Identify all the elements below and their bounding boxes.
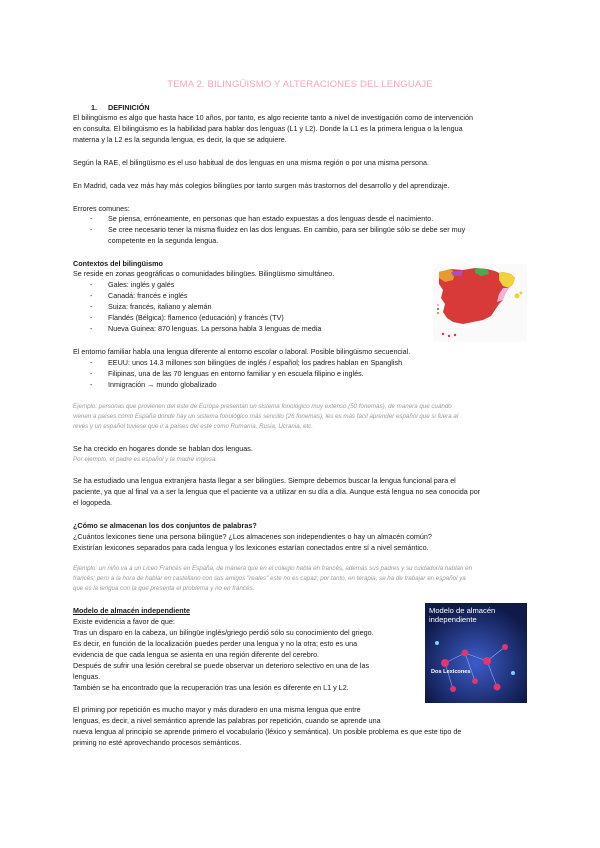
- rae-paragraph: Según la RAE, el bilingüismo es el uso habitual de dos lenguas en una misma región o por una misma persona.: [73, 158, 429, 167]
- error-item: competente en la segunda lengua.: [108, 236, 219, 245]
- section-number: 1.: [91, 103, 97, 112]
- home-paragraph: Se ha crecido en hogares donde se hablan dos lenguas.: [73, 444, 253, 453]
- definition-line: en consulta. El bilingüismo es la habilidad para hablar dos lenguas (L1 y L2). Donde la L1 es la primera lengua o la lengua: [73, 124, 463, 133]
- bullet-dash: -: [90, 302, 93, 311]
- lexicon-node: [483, 657, 491, 665]
- lexicon-node: [435, 641, 439, 645]
- contexts-heading: Contextos del bilingüismo: [73, 259, 163, 268]
- priming-line: El priming por repetición es mucho mayor y más duradero en una misma lengua que entre: [73, 705, 361, 714]
- foreign-line: Se ha estudiado una lengua extranjera hasta llegar a ser bilingües. Siempre debemos buscar la lengua funcional para el: [73, 476, 456, 485]
- legend-swatch: [437, 308, 439, 310]
- bullet-dash: -: [90, 291, 93, 300]
- spain-languages-map: [433, 264, 527, 342]
- error-item: Se cree necesario tener la misma fluidez en las dos lenguas. En cambio, para ser bilingüe sólo se debe ser muy: [108, 225, 466, 234]
- family-intro: El entorno familiar habla una lengua diferente al entorno escolar o laboral. Posible bilingüismo secuencial.: [73, 347, 411, 356]
- model-line: Después de sufrir una lesión cerebral se puede observar un deterioro selectivo en una de las: [73, 661, 370, 670]
- lexicon-node: [462, 650, 469, 657]
- storage-question: ¿Cuántos lexicones tiene una persona bilingüe? ¿Los almacenes son independientes o hay un almacén común?: [73, 532, 432, 541]
- figure-title-line: independiente: [429, 615, 477, 624]
- bullet-dash: -: [90, 358, 93, 367]
- example-text: francés; pero a la hora de hablar en castellano con sus amigos "reales" este no es capaz; por tanto, en terapia, se ha de trabajar en español ya: [73, 575, 466, 582]
- independent-store-figure: [425, 603, 527, 703]
- storage-answer: Existirían lexicones separados para cada lengua y los lexicones estarían conectados entre sí a nivel semántico.: [73, 543, 429, 552]
- lexicon-node: [494, 684, 501, 691]
- errors-label: Errores comunes:: [73, 204, 130, 213]
- figure-label: Dos Lexicones: [431, 669, 471, 675]
- balearic-islands: [520, 292, 523, 295]
- model-heading: Modelo de almacén independiente: [73, 606, 191, 615]
- page-title: TEMA 2. BILINGÜISMO Y ALTERACIONES DEL LENGUAJE: [167, 79, 433, 90]
- foreign-line: el logopeda.: [73, 498, 113, 507]
- context-item: Gales: inglés y galés: [108, 280, 175, 289]
- figure-title-line: Modelo de almacén: [429, 606, 496, 615]
- example-text: Ejemplo: personas que provienen del este de Europa presentan un sistema fonológico muy extenso (50 fonemas), de manera que cuando: [73, 403, 452, 410]
- balearic-islands: [515, 294, 520, 299]
- bullet-dash: -: [90, 225, 93, 234]
- contexts-intro: Se reside en zonas geográficas o comunidades bilingües. Bilingüismo simultáneo.: [73, 269, 335, 278]
- bullet-dash: -: [90, 324, 93, 333]
- lexicon-node: [511, 671, 515, 675]
- definition-line: El bilingüismo es algo que hasta hace 10 años, por tanto, es algo reciente tanto a nivel de investigación como de intervención: [73, 113, 473, 122]
- definition-line: materna y la L2 es la segunda lengua, es decir, la que se adquiere.: [73, 135, 287, 144]
- family-item: Filipinas, una de las 70 lenguas en entorno familiar y en escuela filipino e inglés.: [108, 369, 364, 378]
- context-item: Suiza: francés, italiano y alemán: [108, 302, 212, 311]
- home-example: Por ejemplo, el padre es español y la madre inglesa.: [73, 456, 218, 463]
- model-line: También se ha encontrado que la recuperación tras una lesión es diferente en L1 y L2.: [73, 683, 349, 692]
- canary-islands: [448, 335, 450, 337]
- context-item: Canadá: francés e inglés: [108, 291, 188, 300]
- lexicon-node: [450, 686, 456, 692]
- priming-line: nueva lengua al principio se aprende primero el vocabulario (léxico y semántica). Un posible problema es que este tipo de: [73, 727, 462, 736]
- error-item: Se piensa, erróneamente, en personas que han estado expuestas a dos lenguas desde el nacimiento.: [108, 214, 434, 223]
- canary-islands: [442, 333, 444, 335]
- example-text: revés y un español tuviese que ir a países del este como Rumanía, Rusia, Ucrania, etc.: [73, 423, 314, 430]
- context-item: Nueva Guinea: 870 lenguas. La persona habla 3 lenguas de media: [108, 324, 322, 333]
- map-graphic: [433, 264, 527, 342]
- model-line: Es decir, en función de la localización puedes perder una lengua y no la otra; esto es una: [73, 639, 358, 648]
- legend-swatch: [437, 312, 439, 314]
- model-line: lenguas.: [73, 672, 101, 681]
- context-item: Flandés (Bélgica): flamenco (educación) y francés (TV): [108, 313, 284, 322]
- model-line: Tras un disparo en la cabeza, un bilingüe inglés/griego perdió sólo su conocimiento del griego.: [73, 628, 374, 637]
- priming-line: lenguas, es decir, a nivel semántico aprende las palabras por repetición, cuando se aprende una: [73, 716, 381, 725]
- lexicon-node: [472, 678, 478, 684]
- figure-title: [429, 606, 525, 624]
- canary-islands: [454, 334, 456, 336]
- lexicon-node: [441, 659, 449, 667]
- legend-swatch: [437, 304, 439, 306]
- family-item: EEUU: unos 14.3 millones son bilingües de inglés / español; los padres hablan en Spanglish: [108, 358, 403, 367]
- bullet-dash: -: [90, 380, 93, 389]
- model-line: evidencia de que cada lengua se asienta en una región diferente del cerebro.: [73, 650, 320, 659]
- bullet-dash: -: [90, 369, 93, 378]
- foreign-line: paciente, ya que al final va a ser la lengua que el paciente va a utilizar en su día a día. Aunque está lengua no sea conocida por: [73, 487, 481, 496]
- model-line: Existe evidencia a favor de que:: [73, 617, 175, 626]
- madrid-paragraph: En Madrid, cada vez más hay más colegios bilingües por tanto surgen más trastornos del desarrollo y del aprendizaje.: [73, 181, 450, 190]
- bullet-dash: -: [90, 313, 93, 322]
- storage-heading: ¿Cómo se almacenan los dos conjuntos de palabras?: [73, 521, 257, 530]
- lexicon-node: [502, 644, 508, 650]
- section-heading: DEFINICIÓN: [108, 103, 150, 112]
- example-text: vienen a países como España donde hay un sistema fonológico más sencillo (26 fonemas), les es más fácil aprender español que si fuera al: [73, 413, 459, 420]
- family-item: Inmigración → mundo globalizado: [108, 380, 217, 389]
- bullet-dash: -: [90, 214, 93, 223]
- example-text: Ejemplo: un niño va a un Liceo Francés en España, de manera que en el colegio habla en francés, además sus padres y su cuidador/a hablan en: [73, 565, 473, 572]
- priming-line: priming no esté aprovechando procesos semánticos.: [73, 738, 242, 747]
- bullet-dash: -: [90, 280, 93, 289]
- example-text: que es la lengua con la que presenta el problema y no en francés.: [73, 585, 255, 592]
